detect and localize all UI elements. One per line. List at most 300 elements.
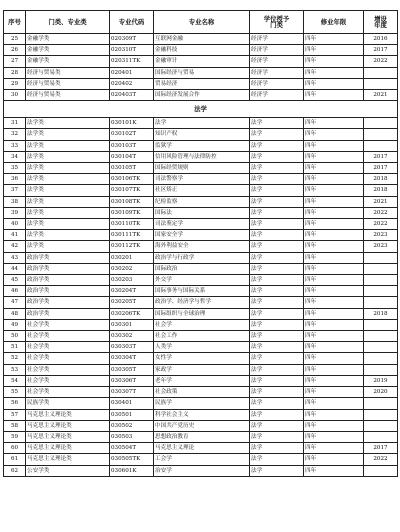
cell-category: 政治学类 — [26, 286, 110, 297]
cell-category: 经济与贸易类 — [26, 90, 110, 101]
cell-index: 39 — [4, 207, 26, 218]
cell-year — [364, 297, 398, 308]
table-row — [4, 364, 398, 375]
cell-category: 法学类 — [26, 151, 110, 162]
cell-category: 民族学类 — [26, 398, 110, 409]
cell-code: 020310T — [110, 45, 154, 56]
cell-duration: 四年 — [304, 409, 364, 420]
cell-index: 38 — [4, 196, 26, 207]
header-category: 门类、专业类 — [26, 11, 110, 34]
cell-major-name: 金融审计 — [154, 56, 250, 67]
table-row — [4, 118, 398, 129]
cell-index: 62 — [4, 465, 26, 476]
cell-major-name: 国际政治 — [154, 263, 250, 274]
header-year-line1: 增设 — [374, 14, 387, 23]
cell-duration: 四年 — [304, 163, 364, 174]
table-row — [4, 286, 398, 297]
cell-year: 2021 — [364, 196, 398, 207]
cell-major-name: 贸易经济 — [154, 78, 250, 89]
cell-major-name: 国际法 — [154, 207, 250, 218]
cell-duration: 四年 — [304, 364, 364, 375]
cell-duration: 四年 — [304, 118, 364, 129]
cell-index: 25 — [4, 34, 26, 45]
table-row — [4, 398, 398, 409]
table-row — [4, 34, 398, 45]
cell-category: 政治学类 — [26, 263, 110, 274]
cell-code: 030102T — [110, 129, 154, 140]
major-catalog-table — [3, 10, 398, 477]
cell-year — [364, 319, 398, 330]
table-row — [4, 331, 398, 342]
cell-year — [364, 118, 398, 129]
cell-code: 030501 — [110, 409, 154, 420]
cell-index: 60 — [4, 443, 26, 454]
cell-index: 28 — [4, 67, 26, 78]
cell-degree: 经济学 — [250, 67, 304, 78]
cell-duration: 四年 — [304, 78, 364, 89]
cell-duration: 四年 — [304, 219, 364, 230]
cell-category: 社会学类 — [26, 364, 110, 375]
cell-year — [364, 465, 398, 476]
cell-year — [364, 420, 398, 431]
cell-degree: 法学 — [250, 387, 304, 398]
table-row — [4, 241, 398, 252]
cell-major-name: 知识产权 — [154, 129, 250, 140]
cell-index: 50 — [4, 331, 26, 342]
cell-year — [364, 263, 398, 274]
cell-index: 41 — [4, 230, 26, 241]
header-index: 序号 — [4, 11, 26, 34]
cell-year — [364, 140, 398, 151]
cell-index: 43 — [4, 252, 26, 263]
cell-category: 政治学类 — [26, 252, 110, 263]
cell-degree: 法学 — [250, 297, 304, 308]
header-row — [4, 11, 398, 34]
header-degree-line1: 学位授予 — [263, 14, 290, 23]
cell-code: 030307T — [110, 387, 154, 398]
cell-year: 2016 — [364, 34, 398, 45]
cell-index: 33 — [4, 140, 26, 151]
cell-degree: 法学 — [250, 353, 304, 364]
cell-index: 36 — [4, 174, 26, 185]
cell-degree: 法学 — [250, 252, 304, 263]
cell-category: 社会学类 — [26, 387, 110, 398]
cell-code: 030503 — [110, 431, 154, 442]
cell-category: 法学类 — [26, 207, 110, 218]
cell-index: 56 — [4, 398, 26, 409]
cell-category: 金融学类 — [26, 56, 110, 67]
cell-year — [364, 431, 398, 442]
cell-major-name: 司法警察学 — [154, 174, 250, 185]
cell-duration: 四年 — [304, 252, 364, 263]
cell-index: 27 — [4, 56, 26, 67]
cell-code: 030105T — [110, 163, 154, 174]
cell-year: 2018 — [364, 185, 398, 196]
cell-degree: 法学 — [250, 207, 304, 218]
cell-major-name: 政治学、经济学与哲学 — [154, 297, 250, 308]
cell-degree: 法学 — [250, 465, 304, 476]
cell-degree: 法学 — [250, 286, 304, 297]
cell-degree: 法学 — [250, 241, 304, 252]
cell-index: 49 — [4, 319, 26, 330]
table-row — [4, 308, 398, 319]
cell-duration: 四年 — [304, 34, 364, 45]
cell-major-name: 国家安全学 — [154, 230, 250, 241]
cell-category: 法学类 — [26, 140, 110, 151]
cell-year — [364, 353, 398, 364]
cell-category: 法学类 — [26, 185, 110, 196]
cell-major-name: 社会学 — [154, 319, 250, 330]
cell-degree: 法学 — [250, 308, 304, 319]
cell-year: 2020 — [364, 387, 398, 398]
cell-degree: 法学 — [250, 398, 304, 409]
cell-year — [364, 129, 398, 140]
cell-code: 030504T — [110, 443, 154, 454]
cell-duration: 四年 — [304, 331, 364, 342]
cell-code: 030104T — [110, 151, 154, 162]
cell-category: 社会学类 — [26, 342, 110, 353]
cell-category: 马克思主义理论类 — [26, 454, 110, 465]
cell-major-name: 纪检监察 — [154, 196, 250, 207]
cell-code: 030206TK — [110, 308, 154, 319]
table-row — [4, 252, 398, 263]
cell-degree: 法学 — [250, 118, 304, 129]
cell-major-name: 国际经济与贸易 — [154, 67, 250, 78]
cell-duration: 四年 — [304, 297, 364, 308]
cell-code: 030305T — [110, 364, 154, 375]
table-row — [4, 45, 398, 56]
table-row — [4, 207, 398, 218]
table-row — [4, 174, 398, 185]
cell-index: 51 — [4, 342, 26, 353]
cell-major-name: 政治学与行政学 — [154, 252, 250, 263]
cell-index: 32 — [4, 129, 26, 140]
table-body-economics — [4, 34, 398, 101]
cell-degree: 法学 — [250, 230, 304, 241]
table-row — [4, 342, 398, 353]
cell-duration: 四年 — [304, 375, 364, 386]
cell-major-name: 社会工作 — [154, 331, 250, 342]
cell-category: 法学类 — [26, 163, 110, 174]
cell-major-name: 思想政治教育 — [154, 431, 250, 442]
cell-degree: 法学 — [250, 319, 304, 330]
cell-code: 030203 — [110, 275, 154, 286]
cell-category: 金融学类 — [26, 34, 110, 45]
cell-year — [364, 331, 398, 342]
cell-category: 马克思主义理论类 — [26, 443, 110, 454]
cell-index: 45 — [4, 275, 26, 286]
cell-code: 030301 — [110, 319, 154, 330]
cell-category: 公安学类 — [26, 465, 110, 476]
cell-index: 59 — [4, 431, 26, 442]
table-row — [4, 163, 398, 174]
header-duration: 修业年限 — [304, 11, 364, 34]
cell-major-name: 互联网金融 — [154, 34, 250, 45]
cell-category: 社会学类 — [26, 319, 110, 330]
cell-major-name: 科学社会主义 — [154, 409, 250, 420]
cell-year: 2017 — [364, 443, 398, 454]
cell-code: 030111TK — [110, 230, 154, 241]
table-row — [4, 375, 398, 386]
cell-year — [364, 67, 398, 78]
header-year-line2: 年度 — [374, 21, 387, 29]
cell-duration: 四年 — [304, 286, 364, 297]
cell-major-name: 女性学 — [154, 353, 250, 364]
cell-degree: 经济学 — [250, 56, 304, 67]
cell-degree: 经济学 — [250, 34, 304, 45]
cell-code: 030202 — [110, 263, 154, 274]
cell-degree: 法学 — [250, 140, 304, 151]
cell-year: 2017 — [364, 151, 398, 162]
cell-major-name: 信用风险管理与法律防控 — [154, 151, 250, 162]
cell-category: 法学类 — [26, 118, 110, 129]
cell-year: 2021 — [364, 90, 398, 101]
cell-year — [364, 364, 398, 375]
cell-major-name: 国际组织与全球治理 — [154, 308, 250, 319]
cell-code: 030303T — [110, 342, 154, 353]
section-row — [4, 101, 398, 118]
section-law — [4, 101, 398, 118]
cell-degree: 法学 — [250, 129, 304, 140]
cell-category: 法学类 — [26, 129, 110, 140]
cell-duration: 四年 — [304, 45, 364, 56]
cell-category: 社会学类 — [26, 331, 110, 342]
cell-index: 34 — [4, 151, 26, 162]
cell-degree: 法学 — [250, 364, 304, 375]
cell-code: 030106TK — [110, 174, 154, 185]
cell-code: 030306T — [110, 375, 154, 386]
table-row — [4, 56, 398, 67]
header-name: 专业名称 — [154, 11, 250, 34]
cell-code: 030103T — [110, 140, 154, 151]
table-row — [4, 140, 398, 151]
cell-major-name: 老年学 — [154, 375, 250, 386]
cell-index: 47 — [4, 297, 26, 308]
table-row — [4, 185, 398, 196]
cell-category: 政治学类 — [26, 275, 110, 286]
header-degree-line2: 门类 — [270, 21, 283, 29]
cell-year: 2023 — [364, 241, 398, 252]
cell-major-name: 人类学 — [154, 342, 250, 353]
cell-category: 经济与贸易类 — [26, 67, 110, 78]
header-degree — [250, 11, 304, 34]
header-code: 专业代码 — [110, 11, 154, 34]
cell-degree: 法学 — [250, 331, 304, 342]
cell-code: 030601K — [110, 465, 154, 476]
cell-degree: 法学 — [250, 454, 304, 465]
cell-degree: 法学 — [250, 275, 304, 286]
cell-duration: 四年 — [304, 196, 364, 207]
cell-degree: 法学 — [250, 409, 304, 420]
cell-degree: 法学 — [250, 196, 304, 207]
cell-degree: 法学 — [250, 443, 304, 454]
cell-category: 马克思主义理论类 — [26, 431, 110, 442]
table-row — [4, 420, 398, 431]
cell-code: 020311TK — [110, 56, 154, 67]
cell-index: 48 — [4, 308, 26, 319]
cell-duration: 四年 — [304, 398, 364, 409]
cell-degree: 法学 — [250, 151, 304, 162]
cell-degree: 经济学 — [250, 45, 304, 56]
cell-index: 44 — [4, 263, 26, 274]
table-row — [4, 230, 398, 241]
cell-code: 020309T — [110, 34, 154, 45]
cell-degree: 法学 — [250, 174, 304, 185]
table-row — [4, 431, 398, 442]
cell-duration: 四年 — [304, 174, 364, 185]
section-title: 法学 — [4, 101, 398, 118]
cell-duration: 四年 — [304, 151, 364, 162]
cell-year — [364, 409, 398, 420]
cell-index: 58 — [4, 420, 26, 431]
cell-code: 030205T — [110, 297, 154, 308]
cell-degree: 法学 — [250, 342, 304, 353]
cell-duration: 四年 — [304, 465, 364, 476]
cell-year — [364, 342, 398, 353]
cell-duration: 四年 — [304, 207, 364, 218]
cell-index: 40 — [4, 219, 26, 230]
cell-degree: 法学 — [250, 163, 304, 174]
table-row — [4, 409, 398, 420]
cell-category: 马克思主义理论类 — [26, 420, 110, 431]
cell-duration: 四年 — [304, 431, 364, 442]
cell-degree: 法学 — [250, 263, 304, 274]
cell-category: 金融学类 — [26, 45, 110, 56]
cell-index: 61 — [4, 454, 26, 465]
cell-major-name: 国际事务与国际关系 — [154, 286, 250, 297]
cell-major-name: 家政学 — [154, 364, 250, 375]
cell-category: 法学类 — [26, 230, 110, 241]
cell-duration: 四年 — [304, 67, 364, 78]
cell-duration: 四年 — [304, 387, 364, 398]
cell-major-name: 社会政策 — [154, 387, 250, 398]
cell-year — [364, 78, 398, 89]
cell-degree: 经济学 — [250, 90, 304, 101]
cell-index: 46 — [4, 286, 26, 297]
table-row — [4, 443, 398, 454]
cell-degree: 法学 — [250, 420, 304, 431]
cell-duration: 四年 — [304, 140, 364, 151]
table-row — [4, 319, 398, 330]
table-row — [4, 297, 398, 308]
cell-duration: 四年 — [304, 230, 364, 241]
cell-code: 020401 — [110, 67, 154, 78]
table-row — [4, 387, 398, 398]
header-year — [364, 11, 398, 34]
cell-duration: 四年 — [304, 241, 364, 252]
table-row — [4, 465, 398, 476]
cell-degree: 法学 — [250, 375, 304, 386]
table-row — [4, 129, 398, 140]
cell-year: 2022 — [364, 219, 398, 230]
cell-index: 29 — [4, 78, 26, 89]
cell-category: 经济与贸易类 — [26, 78, 110, 89]
cell-duration: 四年 — [304, 129, 364, 140]
cell-code: 030201 — [110, 252, 154, 263]
cell-major-name: 国际经贸规则 — [154, 163, 250, 174]
table-row — [4, 353, 398, 364]
cell-year: 2019 — [364, 375, 398, 386]
table-row — [4, 263, 398, 274]
cell-index: 55 — [4, 387, 26, 398]
cell-code: 020402 — [110, 78, 154, 89]
table-row — [4, 219, 398, 230]
cell-duration: 四年 — [304, 319, 364, 330]
cell-category: 法学类 — [26, 174, 110, 185]
cell-year: 2022 — [364, 454, 398, 465]
cell-major-name: 金融科技 — [154, 45, 250, 56]
cell-major-name: 社区矫正 — [154, 185, 250, 196]
cell-code: 030109TK — [110, 207, 154, 218]
cell-major-name: 法学 — [154, 118, 250, 129]
cell-category: 马克思主义理论类 — [26, 409, 110, 420]
cell-index: 54 — [4, 375, 26, 386]
cell-major-name: 马克思主义理论 — [154, 443, 250, 454]
cell-code: 030502 — [110, 420, 154, 431]
cell-index: 37 — [4, 185, 26, 196]
cell-category: 社会学类 — [26, 375, 110, 386]
cell-major-name: 海外利益安全 — [154, 241, 250, 252]
cell-duration: 四年 — [304, 90, 364, 101]
cell-major-name: 司法鉴定学 — [154, 219, 250, 230]
cell-duration: 四年 — [304, 275, 364, 286]
cell-index: 31 — [4, 118, 26, 129]
cell-index: 53 — [4, 364, 26, 375]
cell-year: 2023 — [364, 230, 398, 241]
cell-major-name: 治安学 — [154, 465, 250, 476]
cell-major-name: 外交学 — [154, 275, 250, 286]
cell-major-name: 中国共产党历史 — [154, 420, 250, 431]
cell-duration: 四年 — [304, 342, 364, 353]
cell-category: 政治学类 — [26, 308, 110, 319]
table-row — [4, 90, 398, 101]
cell-year: 2022 — [364, 207, 398, 218]
cell-code: 030204T — [110, 286, 154, 297]
cell-degree: 法学 — [250, 219, 304, 230]
cell-major-name: 监狱学 — [154, 140, 250, 151]
cell-duration: 四年 — [304, 263, 364, 274]
cell-index: 35 — [4, 163, 26, 174]
cell-index: 52 — [4, 353, 26, 364]
cell-major-name: 国际经济发展合作 — [154, 90, 250, 101]
cell-code: 030101K — [110, 118, 154, 129]
cell-duration: 四年 — [304, 454, 364, 465]
cell-code: 020403T — [110, 90, 154, 101]
cell-major-name: 民族学 — [154, 398, 250, 409]
cell-duration: 四年 — [304, 185, 364, 196]
cell-duration: 四年 — [304, 443, 364, 454]
cell-year: 2017 — [364, 45, 398, 56]
cell-category: 法学类 — [26, 196, 110, 207]
cell-category: 法学类 — [26, 219, 110, 230]
cell-code: 030401 — [110, 398, 154, 409]
cell-code: 030304T — [110, 353, 154, 364]
cell-year: 2017 — [364, 163, 398, 174]
table-header — [4, 11, 398, 34]
cell-year — [364, 286, 398, 297]
cell-degree: 经济学 — [250, 78, 304, 89]
cell-duration: 四年 — [304, 353, 364, 364]
table-row — [4, 275, 398, 286]
table-row — [4, 151, 398, 162]
cell-code: 030110TK — [110, 219, 154, 230]
cell-year: 2018 — [364, 308, 398, 319]
table-row — [4, 196, 398, 207]
cell-code: 030107TK — [110, 185, 154, 196]
cell-year: 2022 — [364, 56, 398, 67]
table-row — [4, 78, 398, 89]
cell-year: 2018 — [364, 174, 398, 185]
